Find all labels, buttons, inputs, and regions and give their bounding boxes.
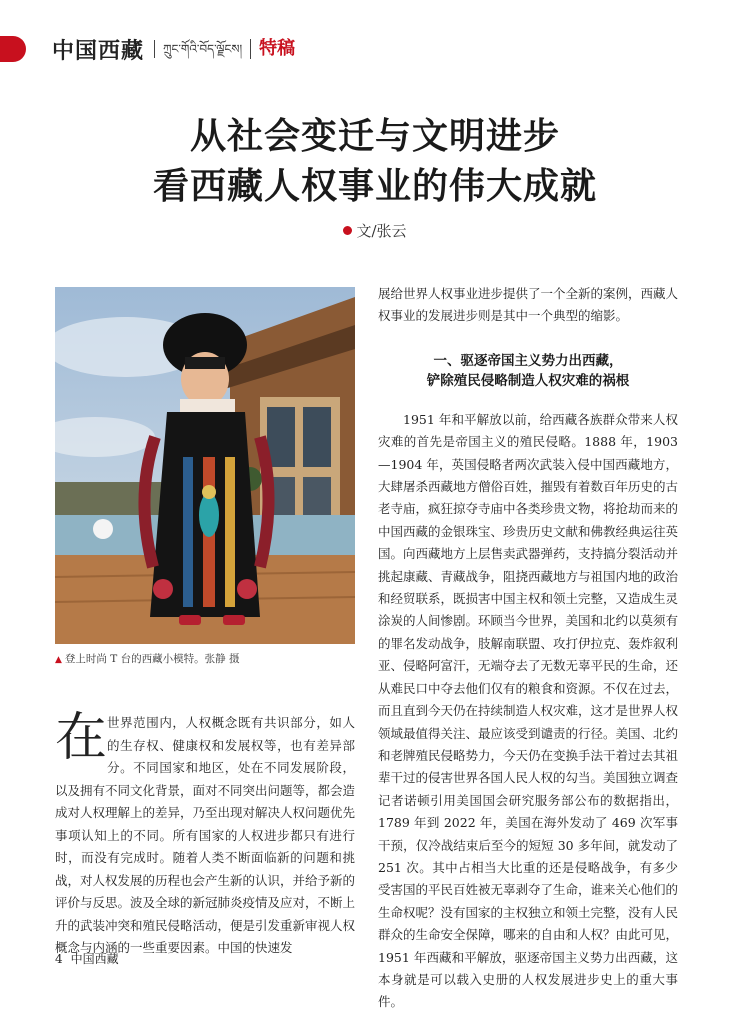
subheading-line2: 铲除殖民侵略制造人权灾难的祸根: [426, 372, 630, 389]
article-title-line1: 从社会变迁与文明进步: [189, 116, 560, 157]
photo-caption: [55, 651, 239, 666]
drop-cap: 在: [55, 708, 108, 768]
caption-triangle-icon: ▲: [55, 655, 62, 665]
section-subheading: [378, 351, 678, 391]
right-column: [378, 283, 678, 1014]
right-paragraph-2: 1951 年和平解放以前，给西藏各族群众带来人权灾难的首先是帝国主义的殖民侵略。1888 年，1903—1904 年，英国侵略者两次武装入侵中国西藏地方，大肆屠杀西藏地方僧俗百姓，摧毁有着数百年历史的古老寺庙，疯狂掠夺寺庙中各类珍贵文物，将抢劫而来的中国西藏的金银珠宝、珍贵历史文献和佛教经典运往英国。向西藏地方上层售卖武器弹药，支持搞分裂活动并挑起康藏、青藏战争，阻挠西藏地方与祖国内地的政治和经贸联系，既损害中国主权和领土完整，又造成生灵涂炭的人间惨剧。环顾当今世界，美国和北约以莫须有的罪名发动战争，肢解南联盟、攻打伊拉克、轰炸叙利亚、侵略阿富汗，无端夺去了无数无辜平民的生命，还从难民口中夺去他们仅有的粮食和资源。不仅在过去，而且直到今天仍在持续制造人权灾难，这才是世界人权领域最值得关注、最应该受到谴责的行径。美国、北约和老牌殖民侵略势力，今天仍在变换手法干着过去其祖辈干过的侵害世界各国人民人权的勾当。美国独立调查记者诺顿引用美国国会研究服务部公布的数据指出，1789 年到 2022 年，美国在海外发动了 469 次军事干预，仅冷战结束后至今的短短 30 多年间，就发动了 251 次。其中占相当大比重的还是侵略战争，有多少受害国的平民百姓被无辜剥夺了生命，谁来关心他们的生命权呢？没有国家的主权独立和领土完整，没有人民群众的生命安全保障，哪来的自由和人权？由此可见，1951 年西藏和平解放，驱逐帝国主义势力出西藏，这本身就是可以载入史册的人权发展进步史上的重大事件。: [378, 411, 679, 1010]
subheading-line1: 一、驱逐帝国主义势力出西藏，: [433, 352, 623, 369]
byline-text: 文/张云: [356, 222, 407, 240]
header-red-tab: [0, 36, 26, 62]
page-number: 4: [55, 952, 63, 966]
article-photo: [55, 287, 355, 644]
photo-caption-text: 登上时尚 T 台的西藏小模特。张静 摄: [64, 653, 240, 665]
intro-paragraph: 世界范围内，人权概念既有共识部分，如人的生存权、健康权和发展权等，也有差异部分。不同国家和地区，处在不同发展阶段，以及拥有不同文化背景，面对不同突出问题等，都会造成对人权理解上的差异，乃至出现对解决人权问题优先事项认知上的不同。所有国家的人权进步都只有进行时，而没有完成时。随着人类不断面临新的问题和挑战，对人权发展的历程也会产生新的认识，并给予新的评价与反思。波及全球的新冠肺炎疫情及应对，不断上升的武装冲突和殖民侵略活动，便是引发重新审视人权概念与内涵的一些重要因素。中国的快速发: [55, 715, 356, 955]
section-label: 特稿: [250, 39, 295, 59]
magazine-name: 中国西藏: [52, 37, 145, 64]
running-header: [52, 34, 295, 64]
page-footer: [55, 950, 119, 967]
footer-magazine-name: 中国西藏: [70, 952, 119, 966]
byline: [0, 220, 750, 241]
byline-dot-icon: [343, 226, 352, 235]
photo-girl-in-tibetan-costume: [55, 287, 355, 644]
right-paragraph-1: 展给世界人权事业进步提供了一个全新的案例，西藏人权事业的发展进步则是其中一个典型的缩影。: [378, 286, 679, 324]
article-title-line2: 看西藏人权事业的伟大成就: [152, 166, 597, 207]
left-column: [55, 708, 356, 960]
magazine-name-tibetan: ཀྲུང་གོའི་བོད་ལྗོངས།: [154, 40, 242, 58]
